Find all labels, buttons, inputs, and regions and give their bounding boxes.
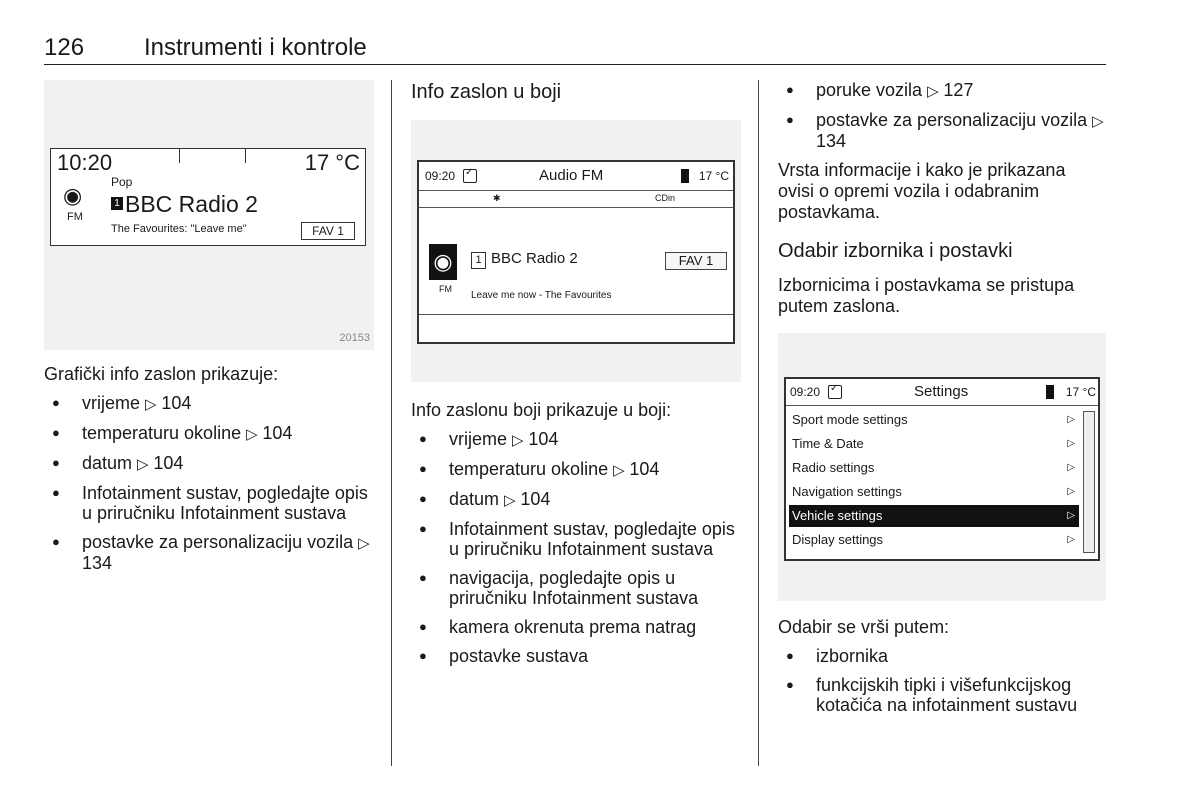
- list-item: ● postavke sustava: [411, 646, 741, 666]
- bottom-divider: [419, 314, 733, 315]
- list-item: ● kamera okrenuta prema natrag: [411, 617, 741, 637]
- outside-temperature: 17 °C: [698, 169, 729, 183]
- chevron-right-icon: ▷: [1067, 486, 1075, 497]
- display-title: Audio FM: [539, 167, 604, 184]
- menu-item-sport-mode[interactable]: Sport mode settings ▷: [789, 409, 1079, 431]
- favourite-label: FAV 1: [301, 222, 355, 240]
- list-item: ● funkcijskih tipki i višefunkcijskog kotačića na infotainment sustavu: [778, 675, 1106, 715]
- paragraph: Vrsta informacije i kako je prikazana ovisi o opremi vozila i odabranim postavkama.: [778, 160, 1066, 222]
- list-item: ● vrijeme ▷ 104: [44, 393, 374, 414]
- favourite-button[interactable]: FAV 1: [665, 252, 727, 270]
- divider-tick: [179, 149, 180, 163]
- list-item: ● postavke za personalizaciju vozila ▷ 134: [44, 532, 374, 573]
- antenna-icon: ◉: [63, 183, 83, 208]
- menu-item-display[interactable]: Display settings ▷: [789, 529, 1079, 551]
- preset-number: 1: [111, 197, 123, 210]
- clock-time: 10:20: [57, 150, 113, 175]
- status-bar: [419, 191, 733, 208]
- preset-number: 1: [471, 252, 486, 269]
- clock-icon: [828, 385, 842, 399]
- column-divider: [391, 80, 392, 766]
- list-item: ● Infotainment sustav, pogledajte opis u priručniku Infotainment sustava: [411, 519, 741, 559]
- section-heading: Odabir izbornika i postavki: [778, 240, 1013, 262]
- list-item: ● datum ▷ 104: [44, 453, 374, 474]
- page-ref-icon: ▷: [927, 82, 944, 100]
- menu-item-navigation[interactable]: Navigation settings ▷: [789, 481, 1079, 503]
- clock-icon: [463, 169, 477, 183]
- graphic-info-display: [50, 148, 366, 246]
- column-1: [44, 80, 374, 582]
- list-item: ● postavke za personalizaciju vozila ▷ 134: [778, 110, 1106, 151]
- page-ref-icon: ▷: [246, 425, 263, 443]
- paragraph: Izbornicima i postavkama se pristupa putem zaslona.: [778, 275, 1075, 316]
- list-item: ● navigacija, pogledajte opis u priručniku Infotainment sustava: [411, 568, 741, 608]
- menu-scrollbar[interactable]: [1083, 411, 1095, 553]
- chevron-right-icon: ▷: [1067, 462, 1075, 473]
- list-item: ● vrijeme ▷ 104: [411, 429, 741, 450]
- page-header: [44, 34, 1106, 65]
- settings-display-figure: [778, 333, 1106, 601]
- display-title: Settings: [914, 383, 969, 400]
- intro-text: Info zaslonu boji prikazuje u boji:: [411, 400, 672, 420]
- page-ref-icon: ▷: [137, 455, 154, 473]
- info-display-figure: [44, 80, 374, 350]
- list-item: ● datum ▷ 104: [411, 489, 741, 510]
- chapter-title: Instrumenti i kontrole: [144, 34, 367, 61]
- chevron-right-icon: ▷: [1067, 438, 1075, 449]
- source-label: CDin: [655, 193, 676, 203]
- page-ref-icon: ▷: [613, 461, 630, 479]
- list-item: ● izbornika: [778, 646, 1106, 666]
- list-item: ● Infotainment sustav, pogledajte opis u priručniku Infotainment sustava: [44, 483, 374, 523]
- list-item: ● poruke vozila ▷ 127: [778, 80, 1106, 101]
- radio-text: The Favourites: "Leave me": [111, 223, 247, 235]
- outside-temperature: 17 °C: [1065, 385, 1096, 399]
- column-2: [411, 80, 741, 675]
- settings-display: [784, 377, 1100, 561]
- page-number: 126: [44, 34, 85, 61]
- station-name: BBC Radio 2: [491, 250, 578, 267]
- paragraph: Odabir se vrši putem:: [778, 617, 950, 637]
- page-ref-icon: ▷: [358, 534, 370, 552]
- bluetooth-icon: ✱: [493, 193, 501, 203]
- feature-list: [411, 429, 741, 666]
- figure-number: 20153: [339, 332, 370, 344]
- station-name: BBC Radio 2: [125, 191, 258, 217]
- page-ref-icon: ▷: [145, 395, 162, 413]
- band-label: FM: [67, 211, 83, 223]
- menu-item-time-date[interactable]: Time & Date ▷: [789, 433, 1079, 455]
- program-type: Pop: [111, 175, 133, 189]
- display-top-bar: [419, 162, 733, 191]
- divider-tick: [245, 149, 246, 163]
- intro-text: Grafički info zaslon prikazuje:: [44, 364, 279, 384]
- selection-list: [778, 646, 1106, 715]
- feature-list: [44, 393, 374, 573]
- menu-item-radio[interactable]: Radio settings ▷: [789, 457, 1079, 479]
- list-item: ● temperaturu okoline ▷ 104: [44, 423, 374, 444]
- list-item: ● temperaturu okoline ▷ 104: [411, 459, 741, 480]
- page-ref-icon: ▷: [504, 491, 521, 509]
- page-ref-icon: ▷: [512, 431, 529, 449]
- feature-list-continued: [778, 80, 1106, 151]
- section-heading: Info zaslon u boji: [411, 81, 562, 103]
- column-3: [778, 80, 1106, 724]
- chevron-right-icon: ▷: [1067, 534, 1075, 545]
- thermometer-icon: [681, 169, 689, 183]
- antenna-icon: ◉: [429, 244, 457, 280]
- column-divider: [758, 80, 759, 766]
- thermometer-icon: [1046, 385, 1054, 399]
- band-label: FM: [439, 284, 452, 294]
- display-top-bar: [786, 379, 1098, 406]
- outside-temperature: 17 °C: [304, 150, 360, 175]
- chevron-right-icon: ▷: [1067, 510, 1075, 521]
- color-info-display: [417, 160, 735, 344]
- radio-text: Leave me now - The Favourites: [471, 290, 612, 301]
- color-display-figure: [411, 120, 741, 382]
- chevron-right-icon: ▷: [1067, 414, 1075, 425]
- menu-item-vehicle[interactable]: Vehicle settings ▷: [789, 505, 1079, 527]
- clock-time: 09:20: [790, 385, 821, 399]
- page-ref-icon: ▷: [1092, 112, 1104, 130]
- clock-time: 09:20: [425, 169, 456, 183]
